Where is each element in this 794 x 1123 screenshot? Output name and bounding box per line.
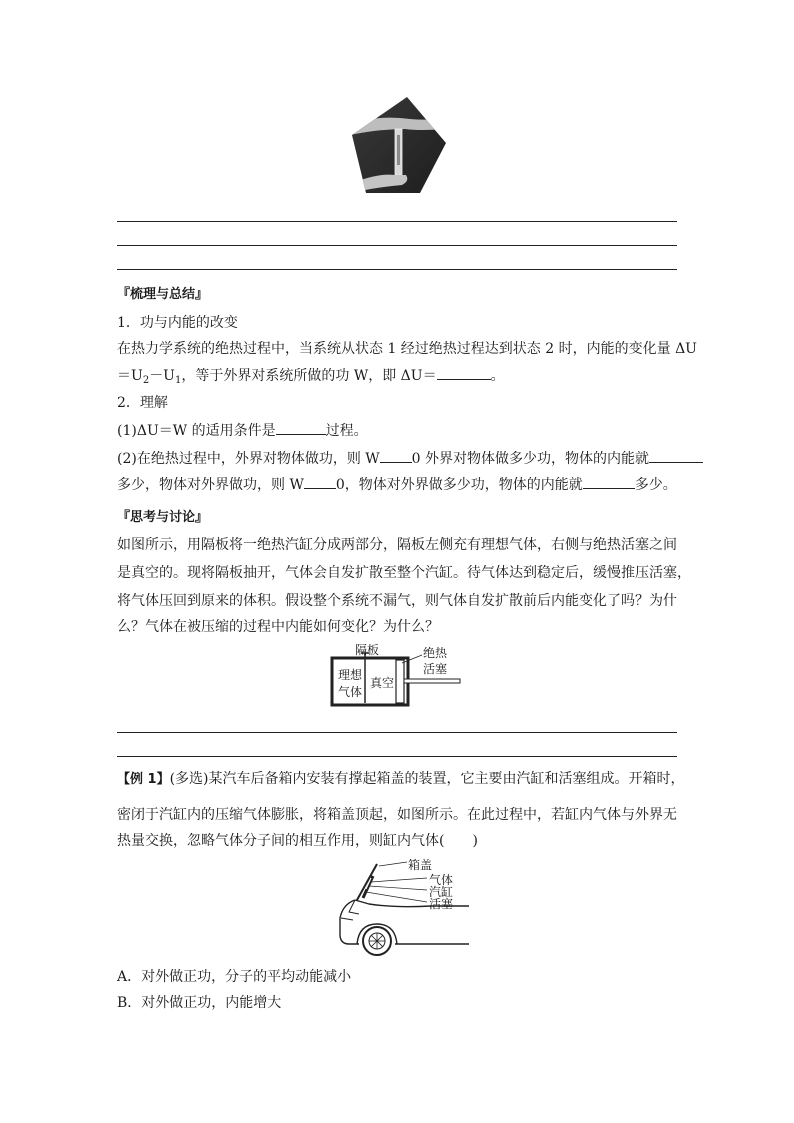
item2-p1: (1)ΔU＝W 的适用条件是 过程。 bbox=[117, 420, 368, 441]
example1-line3: 热量交换，忽略气体分子间的相互作用，则缸内气体( ) bbox=[117, 833, 478, 849]
car-trunk-diagram bbox=[335, 856, 470, 956]
item2-title: 2．理解 bbox=[117, 395, 168, 411]
label-vacuum: 真空 bbox=[370, 676, 395, 690]
item1-line2: $=U_2-U_1$，等于外界对系统所做的功 W，即 ΔU＝ 。 bbox=[117, 365, 505, 391]
example1-line1: 【例 1】(多选)某汽车后备箱内安装有撑起箱盖的装置，它主要由汽缸和活塞组成。开箱时， bbox=[117, 771, 685, 787]
label-piston: 活塞 bbox=[429, 897, 454, 911]
discussion-line: 将气体压回到原来的体积。假设整个系统不漏气，则气体自发扩散前后内能变化了吗？为什 bbox=[117, 593, 677, 609]
fill-blank[interactable] bbox=[649, 448, 703, 463]
label-piston-1: 绝热 bbox=[423, 646, 448, 660]
section-heading-discussion: 『思考与讨论』 bbox=[117, 510, 209, 525]
syringe-photo bbox=[350, 95, 448, 195]
fill-blank[interactable] bbox=[437, 365, 491, 380]
answer-line bbox=[117, 221, 677, 222]
answer-line bbox=[117, 245, 677, 246]
label-gas-2: 气体 bbox=[338, 685, 363, 699]
item2-p3: 多少，物体对外界做功，则 W 0，物体对外界做多少功，物体的内能就 多少。 bbox=[117, 474, 677, 495]
option-b[interactable]: B．对外做正功，内能增大 bbox=[117, 995, 282, 1011]
answer-line bbox=[117, 756, 677, 757]
item1-title: 1．功与内能的改变 bbox=[117, 315, 238, 331]
section-heading-summary: 『梳理与总结』 bbox=[117, 287, 209, 302]
label-piston-2: 活塞 bbox=[423, 662, 448, 676]
example1-line2: 密闭于汽缸内的压缩气体膨胀，将箱盖顶起，如图所示。在此过程中，若缸内气体与外界无 bbox=[117, 807, 677, 823]
example-tag: 【例 1】 bbox=[117, 772, 170, 787]
answer-line bbox=[117, 269, 677, 270]
answer-line bbox=[117, 732, 677, 733]
label-cylinder: 汽缸 bbox=[429, 885, 454, 899]
discussion-line: 是真空的。现将隔板抽开，气体会自发扩散至整个汽缸。待气体达到稳定后，缓慢推压活塞， bbox=[117, 565, 691, 581]
label-gas-1: 理想 bbox=[338, 668, 363, 682]
label-gas: 气体 bbox=[429, 873, 454, 887]
fill-blank[interactable] bbox=[276, 420, 326, 435]
label-partition: 隔板 bbox=[355, 643, 380, 657]
cylinder-diagram bbox=[330, 641, 470, 711]
option-a[interactable]: A．对外做正功，分子的平均动能减小 bbox=[117, 969, 352, 985]
discussion-line: 如图所示，用隔板将一绝热汽缸分成两部分，隔板左侧充有理想气体，右侧与绝热活塞之间 bbox=[117, 537, 677, 553]
item2-p2: (2)在绝热过程中，外界对物体做功，则 W 0 外界对物体做多少功，物体的内能就 bbox=[117, 448, 703, 469]
fill-blank[interactable] bbox=[583, 474, 635, 489]
fill-blank[interactable] bbox=[380, 448, 412, 463]
label-lid: 箱盖 bbox=[408, 858, 433, 872]
item1-line1: 在热力学系统的绝热过程中，当系统从状态 1 经过绝热过程达到状态 2 时，内能的变化量 ΔU bbox=[117, 341, 697, 357]
discussion-line: 么？气体在被压缩的过程中内能如何变化？为什么？ bbox=[117, 619, 439, 635]
fill-blank[interactable] bbox=[304, 474, 336, 489]
